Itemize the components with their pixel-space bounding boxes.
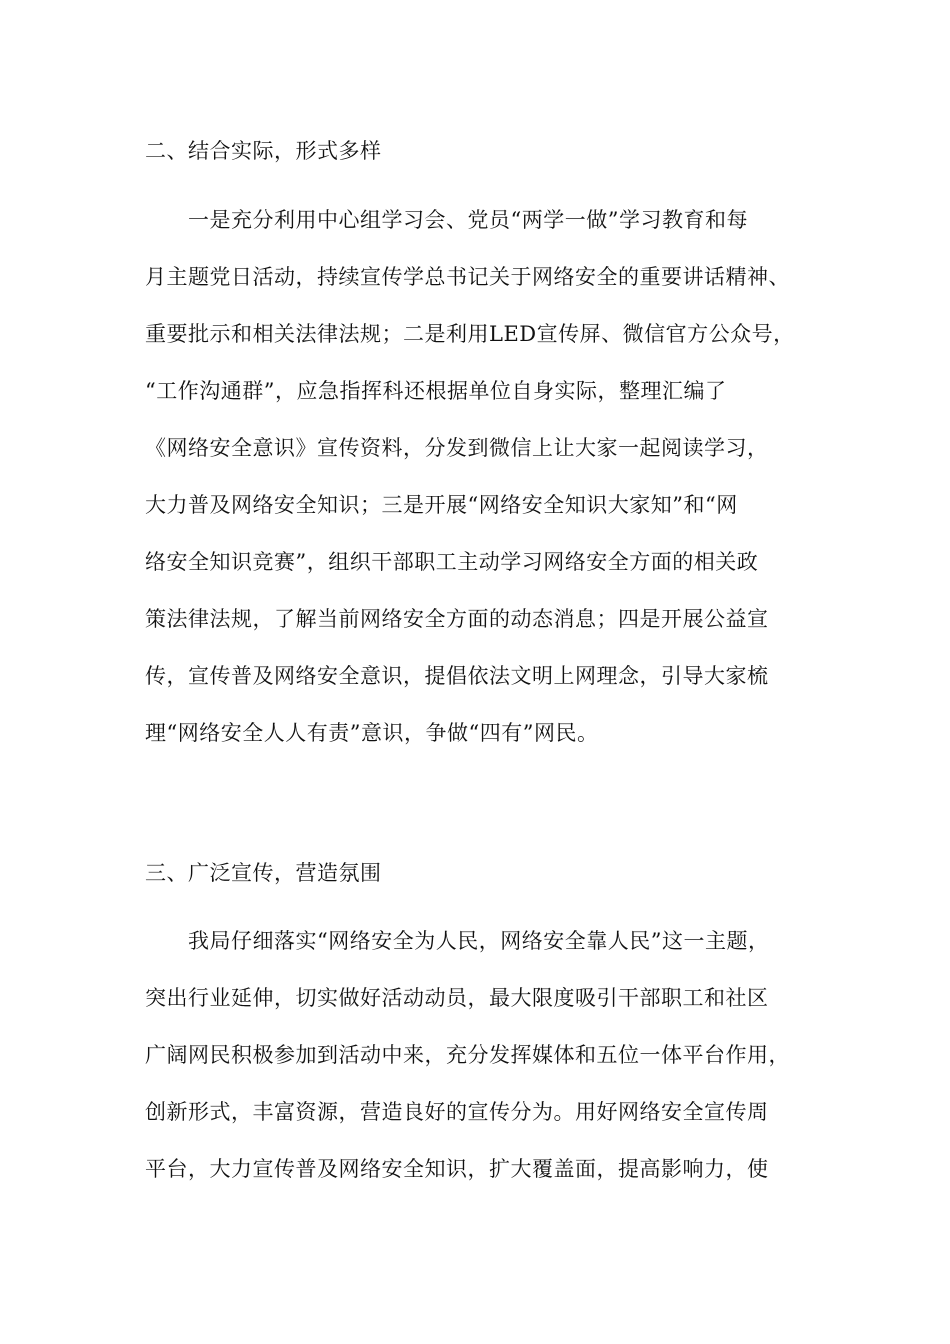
paragraph-line: 广阔网民积极参加到活动中来，充分发挥媒体和五位一体平台作用， bbox=[145, 1043, 790, 1067]
paragraph-line: 我局仔细落实“网络安全为人民，网络安全靠人民”这一主题， bbox=[188, 929, 770, 953]
paragraph-line: 大力普及网络安全知识；三是开展“网络安全知识大家知”和“网 bbox=[145, 493, 738, 517]
paragraph-line: 《网络安全意识》宣传资料，分发到微信上让大家一起阅读学习， bbox=[145, 436, 769, 460]
paragraph-line: 理“网络安全人人有责”意识，争做“四有”网民。 bbox=[145, 721, 599, 745]
paragraph-line: 重要批示和相关法律法规；二是利用LED宣传屏、微信官方公众号， bbox=[145, 322, 795, 346]
paragraph-line: “工作沟通群”，应急指挥科还根据单位自身实际，整理汇编了 bbox=[145, 379, 727, 403]
paragraph-line: 策法律法规，了解当前网络安全方面的动态消息；四是开展公益宣 bbox=[145, 607, 769, 631]
paragraph-line: 传，宣传普及网络安全意识，提倡依法文明上网理念，引导大家梳 bbox=[145, 664, 769, 688]
paragraph-line: 突出行业延伸，切实做好活动动员，最大限度吸引干部职工和社区 bbox=[145, 986, 769, 1010]
paragraph-line: 络安全知识竞赛”，组织干部职工主动学习网络安全方面的相关政 bbox=[145, 550, 759, 574]
section-heading: 三、广泛宣传，营造氛围 bbox=[145, 861, 382, 885]
paragraph-line: 创新形式，丰富资源，营造良好的宣传分为。用好网络安全宣传周 bbox=[145, 1100, 769, 1124]
paragraph-line: 平台，大力宣传普及网络安全知识，扩大覆盖面，提高影响力，使 bbox=[145, 1157, 769, 1181]
paragraph-line: 一是充分利用中心组学习会、党员“两学一做”学习教育和每 bbox=[188, 208, 748, 232]
paragraph-line: 月主题党日活动，持续宣传学总书记关于网络安全的重要讲话精神、 bbox=[145, 265, 790, 289]
section-heading: 二、结合实际，形式多样 bbox=[145, 139, 382, 163]
